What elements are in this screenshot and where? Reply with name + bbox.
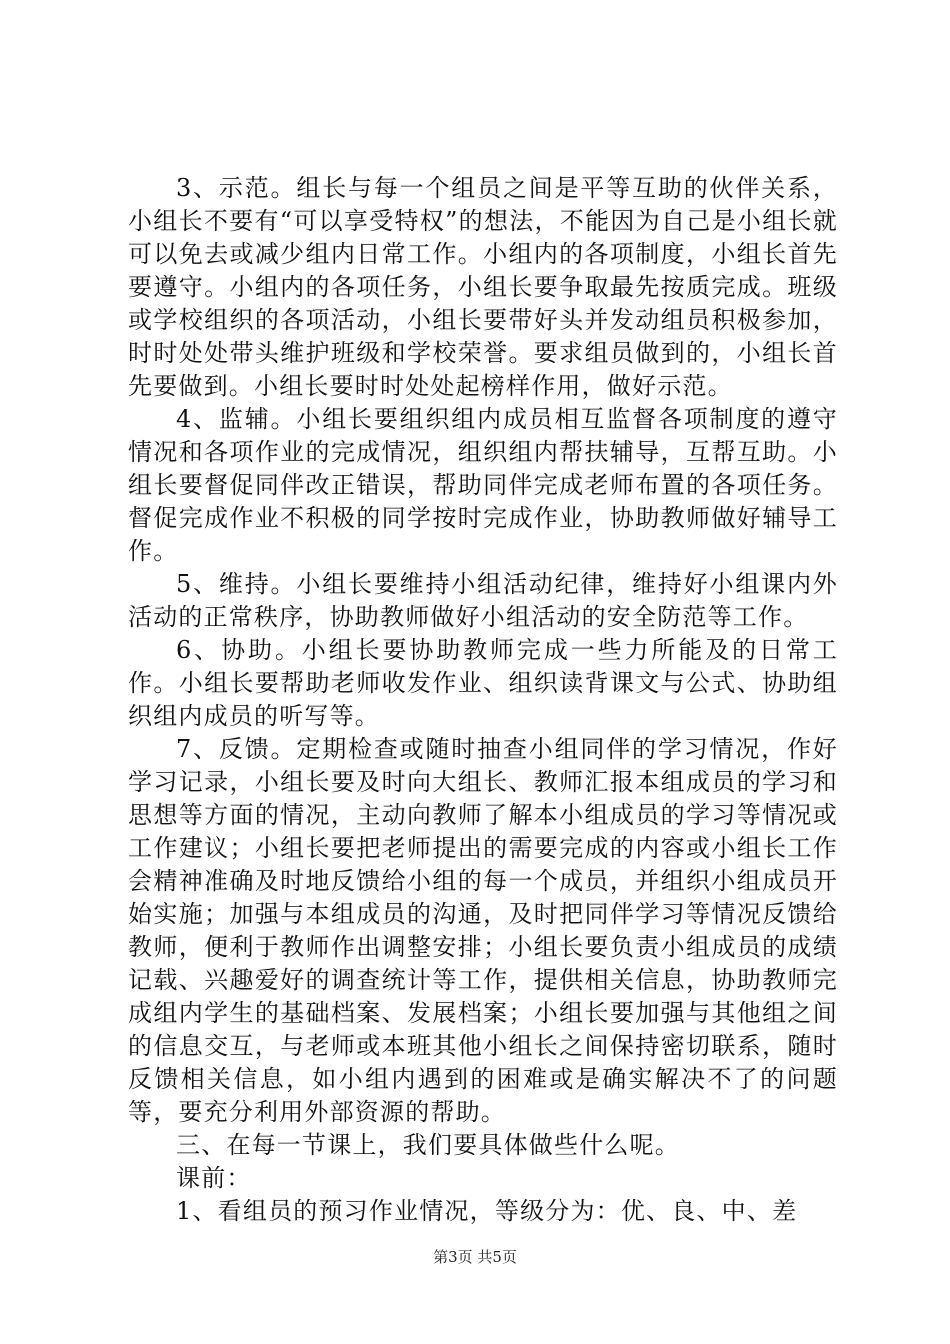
paragraph-assistance: 6、协助。小组长要协助教师完成一些力所能及的日常工作。小组长要帮助老师收发作业、组织读背课文与公式、协助组织组内成员的听写等。 — [128, 636, 838, 730]
paragraph-supervision: 4、监辅。小组长要组织组内成员相互监督各项制度的遵守情况和各项作业的完成情况，组织组内帮扶辅导，互帮互助。小组长要督促同伴改正错误，帮助同伴完成老师布置的各项任务。督促完成作业不积极的同学按时完成作业，协助教师做好辅导工作。 — [128, 405, 838, 565]
paragraph-maintenance: 5、维持。小组长要维持小组活动纪律，维持好小组课内外活动的正常秩序，协助教师做好小组活动的安全防范等工作。 — [128, 570, 838, 631]
paragraph-feedback: 7、反馈。定期检查或随时抽查小组同伴的学习情况，作好学习记录，小组长要及时向大组长、教师汇报本组成员的学习和思想等方面的情况，主动向教师了解本小组成员的学习等情况或工作建议；小组长要把老师提出的需要完成的内容或小组长工作会精神准确及时地反馈给小组的每一个成员，并组织小组成员开始实施；加强与本组成员的沟通，及时把同伴学习等情况反馈给教师，便利于教师作出调整安排；小组长要负责小组成员的成绩记载、兴趣爱好的调查统计等工作，提供相关信息，协助教师完成组内学生的基础档案、发展档案；小组长要加强与其他组之间的信息交互，与老师或本班其他小组长之间保持密切联系，随时反馈相关信息，如小组内遇到的困难或是确实解决不了的问题等，要充分利用外部资源的帮助。 — [128, 735, 838, 1126]
subheading-before-class: 课前： — [176, 1164, 252, 1192]
paragraph-demonstration: 3、示范。组长与每一个组员之间是平等互助的伙伴关系，小组长不要有“可以享受特权”的想法，不能因为自己是小组长就可以免去或减少组内日常工作。小组内的各项制度，小组长首先要遵守。小组内的各项任务，小组长要争取最先按质完成。班级或学校组织的各项活动，小组长要带好头并发动组员积极参加，时时处处带头维护班级和学校荣誉。要求组员做到的，小组长首先要做到。小组长要时时处处起榜样作用，做好示范。 — [128, 174, 838, 400]
document-body — [128, 172, 838, 1228]
section-heading-each-class: 三、在每一节课上，我们要具体做些什么呢。 — [176, 1131, 680, 1159]
list-item-preview-homework: 1、看组员的预习作业情况，等级分为：优、良、中、差 — [176, 1197, 798, 1225]
page-number-footer: 第3页 共5页 — [433, 1248, 517, 1266]
